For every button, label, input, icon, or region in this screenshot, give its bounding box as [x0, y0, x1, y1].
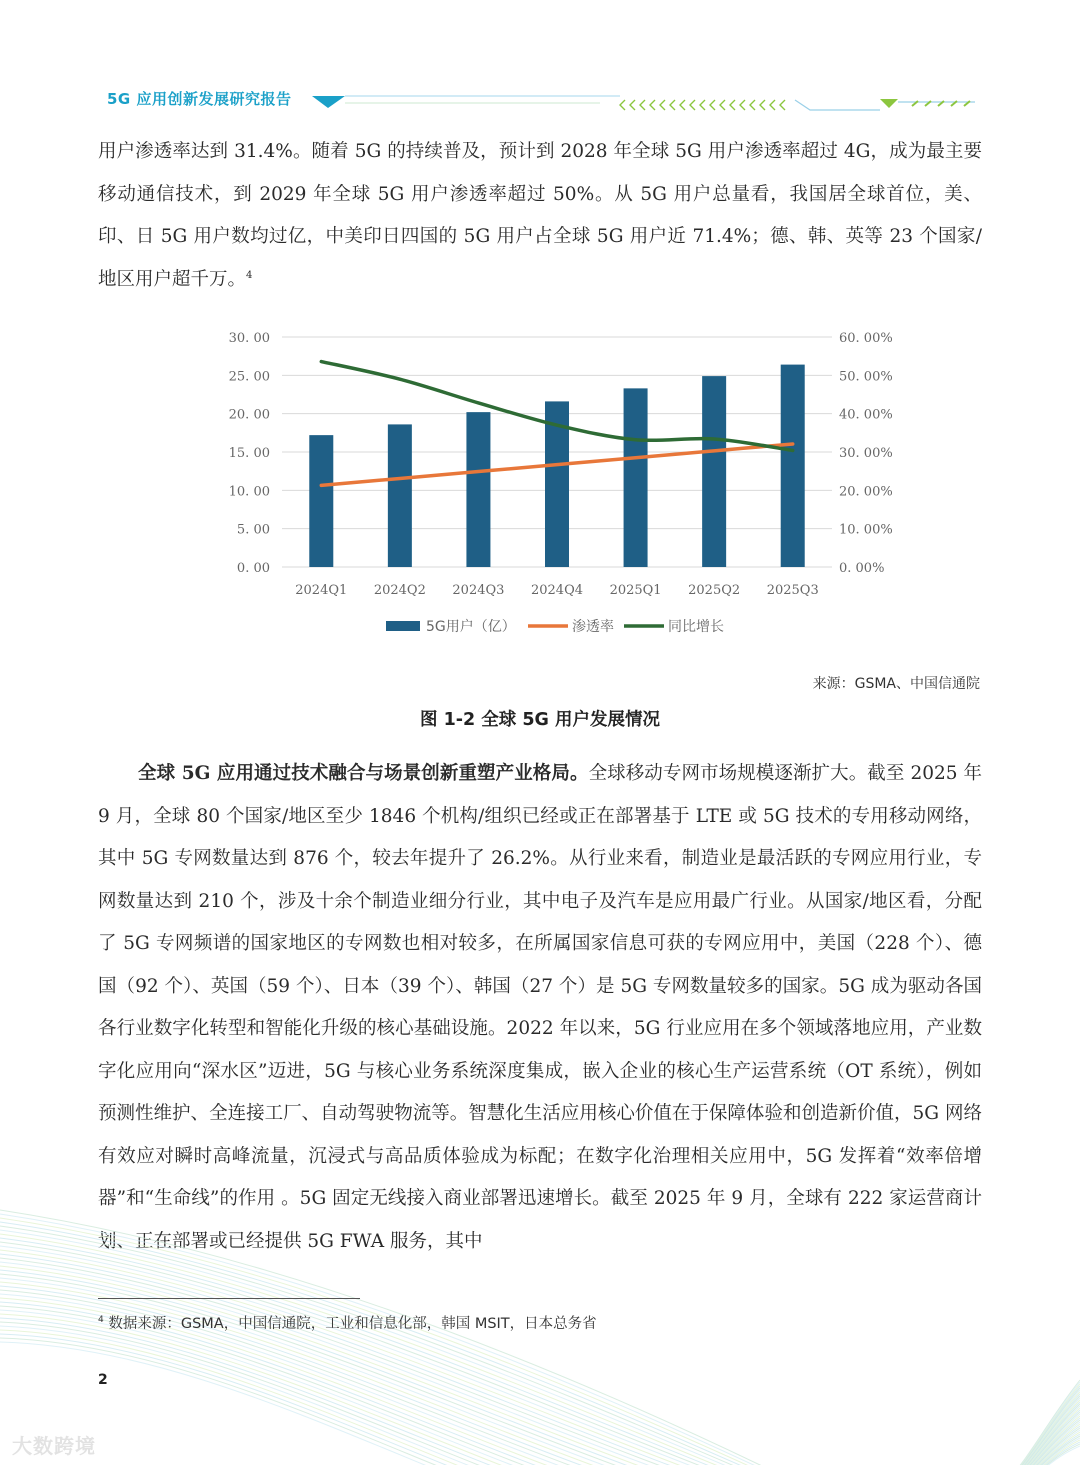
chevron-icon — [640, 100, 645, 110]
left-axis-tick-label: 30. 00 — [228, 331, 270, 346]
legend-swatch — [386, 621, 420, 631]
wave-line — [0, 1314, 1080, 1465]
footnote — [98, 1312, 597, 1333]
x-axis-tick-label: 2025Q1 — [609, 583, 662, 598]
left-axis-tick-label: 20. 00 — [228, 407, 270, 423]
footnote-number: 4 — [98, 1315, 104, 1326]
left-axis-tick-label: 5. 00 — [236, 522, 270, 538]
bar — [309, 435, 333, 567]
legend-label: 5G用户（亿） — [426, 619, 516, 635]
right-axis-tick-label: 30. 00% — [839, 446, 893, 461]
x-axis-tick-label: 2025Q2 — [688, 583, 741, 598]
chevron-icon — [720, 100, 725, 110]
chevron-icon — [760, 100, 765, 110]
wave-line — [0, 1242, 1080, 1465]
report-title: 5G 应用创新发展研究报告 — [107, 90, 292, 108]
wave-line — [0, 1238, 1080, 1465]
chevron-icon — [660, 100, 665, 110]
chevron-icon — [680, 100, 685, 110]
paragraph-text: 用户渗透率达到 31.4%。随着 5G 的持续普及，预计到 2028 年全球 5G 用户渗透率超过 4G，成为最主要移动通信技术，到 2029 年全球 5G 用户渗透率超过 50%。从 5G 用户总量看，我国居全球首位，美、印、日 5G 用户数均过亿，中美印日四国的 5G 用户占全球 5G 用户近 71.4%；德、韩、英等 23 个国家/地区用户超千万。 — [98, 141, 982, 290]
chart — [200, 315, 920, 650]
x-axis-tick-label: 2024Q2 — [373, 583, 426, 598]
bar — [624, 388, 648, 567]
left-axis-tick-label: 10. 00 — [228, 484, 270, 500]
bar — [781, 365, 805, 567]
background-wave-lines — [0, 1150, 1080, 1465]
footnote-divider — [98, 1298, 360, 1299]
x-axis-tick-label: 2025Q3 — [766, 583, 819, 598]
chevron-icon — [700, 100, 705, 110]
watermark-logo: 大数跨境 — [12, 1434, 96, 1458]
footnote-text: 数据来源：GSMA，中国信通院，工业和信息化部，韩国 MSIT，日本总务省 — [108, 1316, 597, 1332]
bar — [466, 412, 490, 567]
right-axis-tick-label: 40. 00% — [839, 407, 893, 423]
left-axis-tick-label: 25. 00 — [228, 369, 270, 385]
chevron-icon — [690, 100, 695, 110]
legend-label: 同比增长 — [668, 619, 724, 635]
chevron-icon — [740, 100, 745, 110]
footnote-reference: 4 — [246, 269, 253, 281]
wave-line — [0, 1318, 1080, 1465]
page-number: 2 — [98, 1372, 108, 1388]
right-axis-tick-label: 20. 00% — [839, 484, 893, 500]
page-header — [0, 0, 1080, 130]
legend-label: 渗透率 — [572, 619, 614, 635]
chevron-icon — [650, 100, 655, 110]
chart-source: 来源：GSMA、中国信通院 — [812, 676, 980, 692]
left-axis-tick-label: 15. 00 — [228, 446, 270, 461]
paragraph-lead: 全球 5G 应用通过技术融合与场景创新重塑产业格局。 — [138, 763, 589, 784]
right-axis-tick-label: 50. 00% — [839, 369, 893, 385]
x-axis-tick-label: 2024Q3 — [452, 583, 505, 598]
chevron-icon — [780, 100, 785, 110]
wave-line — [0, 1222, 1080, 1465]
x-axis-tick-label: 2024Q4 — [530, 583, 584, 598]
chevron-icon — [710, 100, 715, 110]
x-axis-tick-label: 2024Q1 — [295, 583, 348, 598]
bar — [702, 376, 726, 567]
bar — [388, 424, 412, 567]
combo-chart-svg — [200, 315, 920, 650]
wave-line — [0, 1326, 1080, 1465]
right-axis-tick-label: 10. 00% — [839, 522, 893, 538]
left-axis-tick-label: 0. 00 — [236, 561, 270, 576]
paragraph-text: 全球移动专网市场规模逐渐扩大。截至 2025 年 9 月，全球 80 个国家/地区至少 1846 个机构/组织已经或正在部署基于 LTE 或 5G 技术的专用移动网络，其中 5G 专网数量达到 876 个，较去年提升了 26.2%。从行业来看，制造业是最活跃的专网应用行业，专网数量达到 210 个，涉及十余个制造业细分行业，其中电子及汽车是应用最广行业。从国家/地区看，分配了 5G 专网频谱的国家地区的专网数也相对较多，在所属国家信息可获的专网应用中，美国（228 个）、德国（92 个）、英国（59 个）、日本（39 个）、韩国（27 个）是 5G 专网数量较多的国家。5G 成为驱动各国各行业数字化转型和智能化升级的核心基础设施。2022 年以来，5G 行业应用在多个领域落地应用，产业数字化应用向“深水区”迈进，5G 与核心业务系统深度集成，嵌入企业的核心生产运营系统（OT 系统），例如预测性维护、全连接工厂、自动驾驶物流等。智慧化生活应用核心价值在于保障体验和创造新价值，5G 网络有效应对瞬时高峰流量，沉浸式与高品质体验成为标配；在数字化治理相关应用中，5G 发挥着“效率倍增器”和“生命线”的作用 。5G 固定无线接入商业部署迅速增长。截至 2025 年 9 月，全球有 222 家运营商计划、正在部署或已经提供 5G FWA 服务，其中 — [98, 763, 982, 1252]
wave-line — [0, 1274, 1080, 1465]
chevron-icon — [620, 100, 625, 110]
wave-line — [0, 1258, 1080, 1465]
chevron-icon — [770, 100, 775, 110]
chevron-icon — [630, 100, 635, 110]
right-axis-tick-label: 0. 00% — [839, 561, 885, 576]
wave-line — [0, 1266, 1080, 1465]
chevron-icon — [670, 100, 675, 110]
figure-caption: 图 1-2 全球 5G 用户发展情况 — [419, 710, 661, 730]
wave-line — [0, 1282, 1080, 1465]
right-axis-tick-label: 60. 00% — [839, 331, 893, 346]
header-decoration — [0, 0, 1080, 130]
wave-line — [0, 1254, 1080, 1465]
wave-line — [0, 1262, 1080, 1465]
chevron-icon — [730, 100, 735, 110]
chevron-icon — [750, 100, 755, 110]
wave-line — [0, 1214, 1080, 1465]
body-paragraph-1 — [98, 131, 982, 301]
